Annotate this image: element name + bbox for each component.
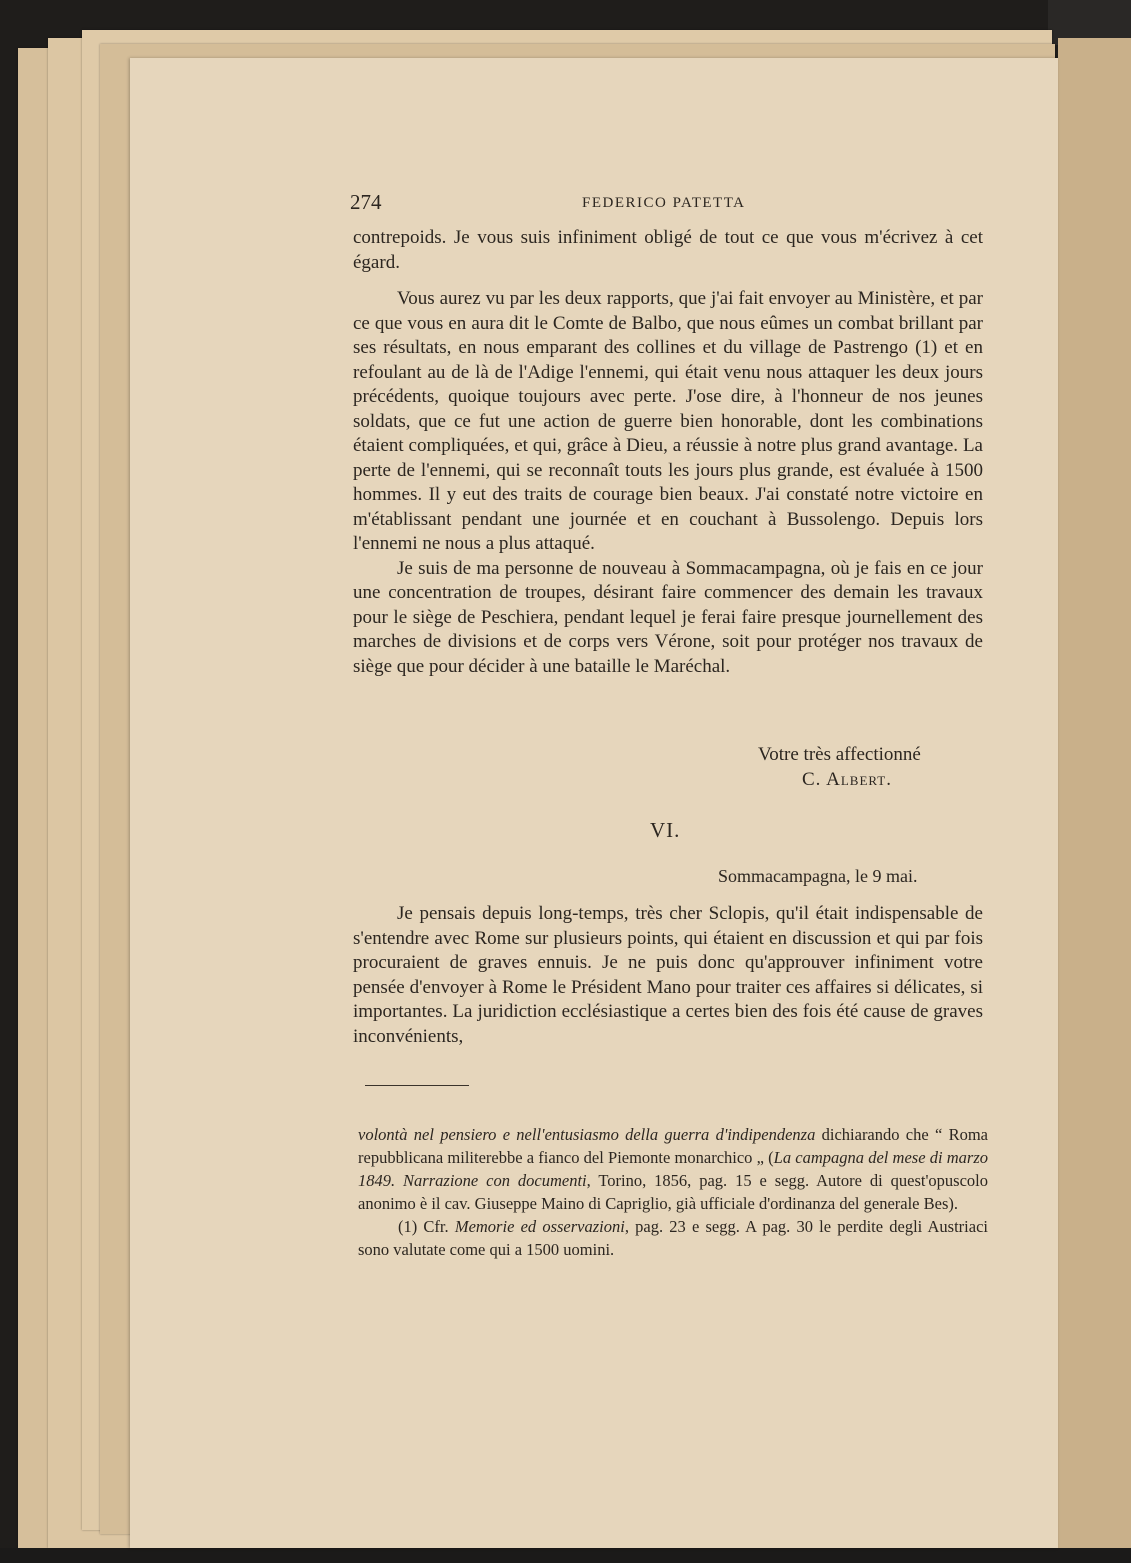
paragraph: Vous aurez vu par les deux rapports, que j'ai fait envoyer au Ministère, et par ce que vous en aura dit le Comte de Balbo, que nous eûmes un combat brillant par ses résultats, en nous emparant des collines et du village de Pastrengo (1) et en refoulant au de là de l'Adige l'ennemi, qui était venu nous attaquer les deux jours précédents, quoique toujours avec perte. J'ose dire, à l'honneur de nos jeunes soldats, que ce fut une action de guerre bien honorable, dont les combinations étaient compliquées, et qui, grâce à Dieu, a réussie à notre plus grand avantage. La perte de l'ennemi, qui se reconnaît touts les jours plus grande, est évaluée à 1500 hommes. Il y eut des traits de courage bien beaux. J'ai constaté notre victoire en m'établissant pendant une journée et en couchant à Bussolengo. Depuis lors l'ennemi ne nous a plus attaqué. bbox=[353, 288, 983, 554]
closing-line: Votre très affectionné bbox=[758, 744, 921, 765]
footnote-text: , pag. 23 e segg. A pag. 30 le perdite degli Austriaci sono valutate come qui a 1500 uomini. bbox=[358, 1217, 988, 1259]
letter-v-body bbox=[353, 226, 983, 679]
paragraph: Je pensais depuis long-temps, très cher Sclopis, qu'il était indispensable de s'entendre avec Rome sur plusieurs points, qui étaient en discussion et qui par fois procuraient de graves ennuis. Je ne puis donc qu'approuver infiniment votre pensée d'envoyer à Rome le Président Mano pour traiter ces affaires si délicates, si importantes. La juridiction ecclésiastique a certes bien des fois été cause de graves inconvénients, bbox=[353, 903, 983, 1047]
running-head: FEDERICO PATETTA bbox=[582, 195, 746, 211]
footnote-continuation bbox=[358, 1123, 988, 1215]
paragraph: contrepoids. Je vous suis infiniment obligé de tout ce que vous m'écrivez à cet égard. bbox=[353, 227, 983, 273]
signature: C. Albert. bbox=[802, 768, 892, 790]
footnotes bbox=[358, 1123, 988, 1261]
background-edge bbox=[0, 1548, 1131, 1563]
signature-block bbox=[758, 743, 921, 792]
italic-text: volontà nel pensiero e nell'entusiasmo della guerra d'indipendenza bbox=[358, 1125, 816, 1144]
footnote-marker: (1) Cfr. bbox=[398, 1217, 455, 1236]
facing-page-edge bbox=[1058, 38, 1131, 1548]
italic-text: Memorie ed osservazioni bbox=[454, 1217, 625, 1236]
letter-vi-body bbox=[353, 902, 983, 1049]
footnote-text: , Torino, 1856, pag. 15 e segg. Autore di quest'opuscolo anonimo è il cav. Giuseppe Maino di Capriglio, già ufficiale d'ordinanza del generale Bes). bbox=[358, 1171, 988, 1213]
footnote-divider bbox=[365, 1085, 469, 1086]
book-page bbox=[130, 58, 1058, 1548]
footnote-text: dichiarando che “ Roma repubblicana militerebbe a fianco del Piemonte monarchico „ ( bbox=[358, 1125, 988, 1167]
italic-text: La campagna del mese di marzo 1849. Narrazione con documenti bbox=[358, 1148, 989, 1190]
page-header bbox=[350, 190, 950, 220]
page-number: 274 bbox=[350, 190, 382, 214]
section-numeral: VI. bbox=[650, 818, 681, 842]
footnote-1 bbox=[358, 1215, 988, 1261]
paragraph: Je suis de ma personne de nouveau à Sommacampagna, où je fais en ce jour une concentration de troupes, désirant faire commencer des demain les travaux pour le siège de Peschiera, pendant lequel je ferai faire presque journellement des marches de divisions et de corps vers Vérone, soit pour protéger nos travaux de siège que pour décider à une bataille le Maréchal. bbox=[353, 557, 983, 677]
dateline: Sommacampagna, le 9 mai. bbox=[718, 866, 918, 886]
